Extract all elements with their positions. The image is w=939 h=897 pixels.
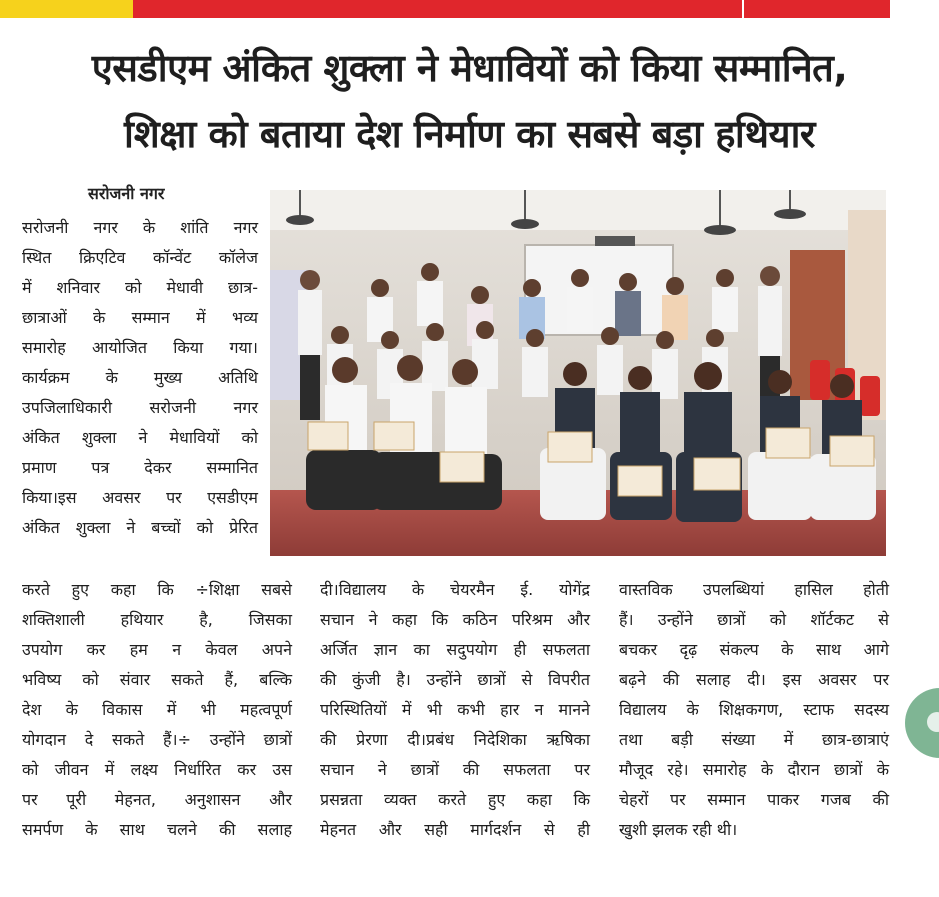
article-line: स्थित क्रिएटिव कॉन्वेंट कॉलेज [22, 248, 258, 267]
article-line: दी।विद्यालय के चेयरमैन ई. योगेंद्र [320, 580, 590, 599]
article-line: किया।इस अवसर पर एसडीएम [22, 488, 258, 507]
article-line: कार्यक्रम के मुख्य अतिथि [22, 368, 258, 387]
masthead-yellow-block [0, 0, 133, 20]
event-photo-illustration [270, 190, 886, 556]
article-line: हैं। उन्होंने छात्रों को शॉर्टकट से [619, 610, 889, 629]
article-line: चेहरों पर सम्मान पाकर गजब की [619, 790, 889, 809]
article-line: अंकित शुक्ला ने बच्चों को प्रेरित [22, 518, 258, 537]
article-line: वास्तविक उपलब्धियां हासिल होती [619, 580, 889, 599]
article-line: परिस्थितियों में भी कभी हार न मानने [320, 700, 590, 719]
article-line: अंकित शुक्ला ने मेधावियों को [22, 428, 258, 447]
article-line: अर्जित ज्ञान का सदुपयोग ही सफलता [320, 640, 590, 659]
article-line: को जीवन में लक्ष्य निर्धारित कर उस [22, 760, 292, 779]
article-column-middle [320, 575, 590, 845]
masthead-divider [742, 0, 744, 20]
article-line: खुशी झलक रही थी। [619, 820, 738, 839]
article-line: मेहनत और सही मार्गदर्शन से ही [320, 820, 590, 839]
article-column-left-bottom [22, 575, 292, 845]
article-line: करते हुए कहा कि ÷शिक्षा सबसे [22, 580, 292, 599]
article-line: देश के विकास में भी महत्वपूर्ण [22, 700, 292, 719]
article-line: प्रमाण पत्र देकर सम्मानित [22, 458, 258, 477]
article-column-left-top [22, 213, 258, 543]
article-line: की कुंजी है। उन्होंने छात्रों से विपरीत [320, 670, 590, 689]
article-line: की प्रेरणा दी।प्रबंध निदेशिका ऋषिका [320, 730, 590, 749]
article-line: बढ़ने की सलाह दी। इस अवसर पर [619, 670, 889, 689]
article-line: मौजूद रहे। समारोह के दौरान छात्रों के [619, 760, 889, 779]
article-line: में शनिवार को मेधावी छात्र- [22, 278, 258, 297]
masthead-bar [0, 0, 890, 20]
article-line: विद्यालय के शिक्षकगण, स्टाफ सदस्य [619, 700, 889, 719]
article-column-right [619, 575, 889, 845]
article-line: तथा बड़ी संख्या में छात्र-छात्राएं [619, 730, 889, 749]
article-line: उपयोग कर हम न केवल अपने [22, 640, 292, 659]
article-line: समारोह आयोजित किया गया। [22, 338, 258, 357]
article-line: पर पूरी मेहनत, अनुशासन और [22, 790, 292, 809]
article-line: भविष्य को संवार सकते हैं, बल्कि [22, 670, 292, 689]
floating-share-button[interactable] [905, 688, 939, 758]
event-photo [270, 190, 886, 556]
article-line: समर्पण के साथ चलने की सलाह [22, 820, 292, 839]
article-line: सरोजनी नगर के शांति नगर [22, 218, 258, 237]
article-line: प्रसन्नता व्यक्त करते हुए कहा कि [320, 790, 590, 809]
article-line: सचान ने छात्रों की सफलता पर [320, 760, 590, 779]
article-line: छात्राओं के सम्मान में भव्य [22, 308, 258, 327]
article-line: उपजिलाधिकारी सरोजनी नगर [22, 398, 258, 417]
article-line: शक्तिशाली हथियार है, जिसका [22, 610, 292, 629]
headline-line-2: शिक्षा को बताया देश निर्माण का सबसे बड़ा हथियार [124, 112, 815, 156]
article-line: योगदान दे सकते हैं।÷ उन्होंने छात्रों [22, 730, 292, 749]
article-line: बचकर दृढ़ संकल्प के साथ आगे [619, 640, 889, 659]
headline-line-1: एसडीएम अंकित शुक्ला ने मेधावियों को किया सम्मानित, [91, 46, 848, 90]
masthead-rule [0, 18, 890, 20]
dateline: सरोजनी नगर [88, 184, 165, 203]
article-line: सचान ने कहा कि कठिन परिश्रम और [320, 610, 590, 629]
